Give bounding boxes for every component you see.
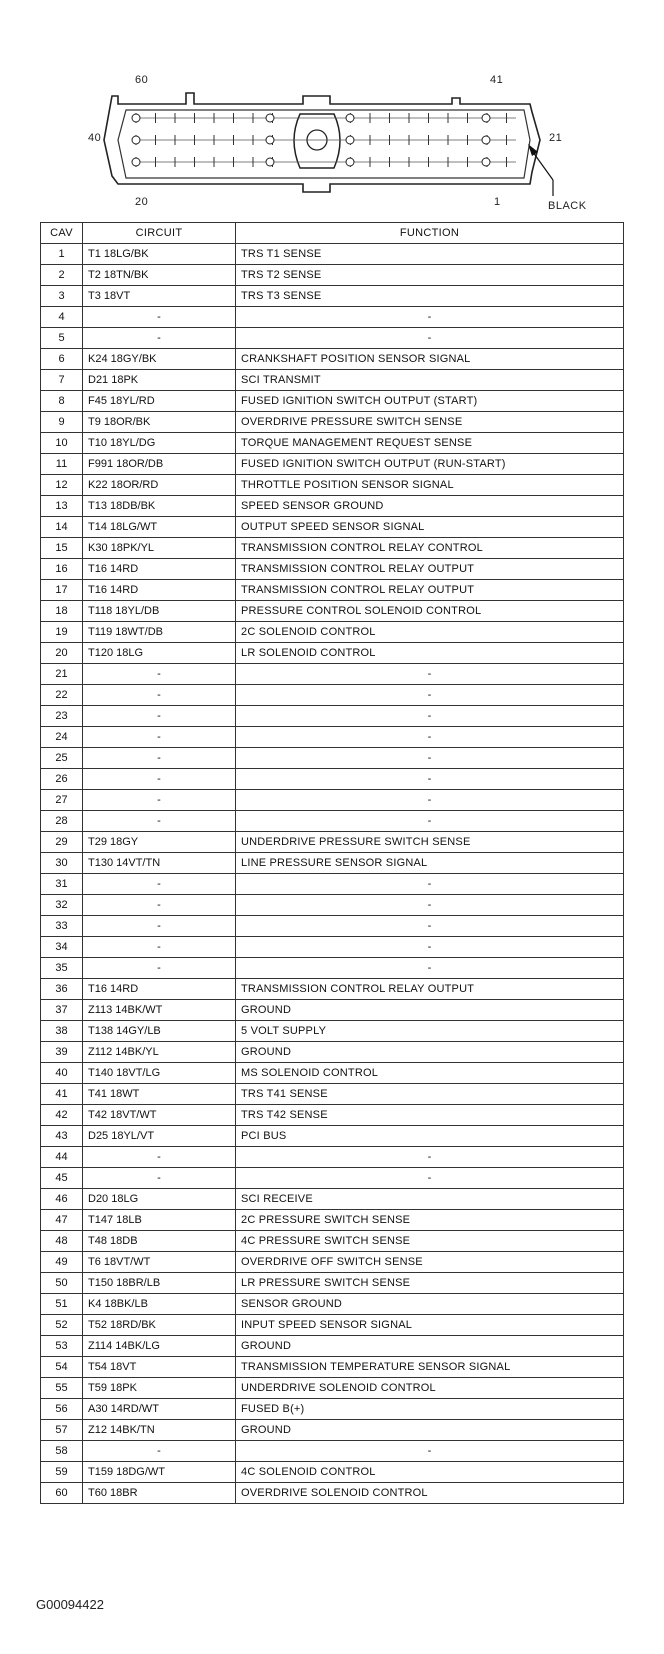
circuit-cell: T10 18YL/DG	[83, 433, 236, 454]
cav-cell: 45	[41, 1168, 83, 1189]
circuit-cell: F45 18YL/RD	[83, 391, 236, 412]
circuit-cell: -	[83, 307, 236, 328]
pin-lock-circle	[482, 158, 490, 166]
connector-color-label: BLACK	[548, 200, 587, 212]
circuit-cell: T130 14VT/TN	[83, 853, 236, 874]
circuit-cell: T16 14RD	[83, 559, 236, 580]
table-header-row	[41, 223, 624, 244]
table-row	[41, 433, 624, 454]
function-cell: -	[236, 706, 624, 727]
table-row	[41, 937, 624, 958]
cav-cell: 16	[41, 559, 83, 580]
table-row	[41, 1294, 624, 1315]
cav-cell: 48	[41, 1231, 83, 1252]
function-cell: GROUND	[236, 1000, 624, 1021]
circuit-cell: T29 18GY	[83, 832, 236, 853]
circuit-cell: Z12 14BK/TN	[83, 1420, 236, 1441]
circuit-cell: T16 14RD	[83, 979, 236, 1000]
cav-cell: 42	[41, 1105, 83, 1126]
function-cell: OVERDRIVE PRESSURE SWITCH SENSE	[236, 412, 624, 433]
function-cell: GROUND	[236, 1336, 624, 1357]
cav-cell: 49	[41, 1252, 83, 1273]
pin-lock-circle	[266, 136, 274, 144]
table-row	[41, 1021, 624, 1042]
function-cell: TRANSMISSION TEMPERATURE SENSOR SIGNAL	[236, 1357, 624, 1378]
function-cell: -	[236, 328, 624, 349]
connector-keyway	[294, 114, 340, 168]
circuit-cell: -	[83, 874, 236, 895]
pin-label-21: 21	[549, 132, 563, 144]
function-cell: TRS T1 SENSE	[236, 244, 624, 265]
circuit-cell: T60 18BR	[83, 1483, 236, 1504]
circuit-cell: T150 18BR/LB	[83, 1273, 236, 1294]
cav-cell: 59	[41, 1462, 83, 1483]
cav-cell: 9	[41, 412, 83, 433]
circuit-cell: T1 18LG/BK	[83, 244, 236, 265]
table-row	[41, 1315, 624, 1336]
function-cell: LINE PRESSURE SENSOR SIGNAL	[236, 853, 624, 874]
table-row	[41, 391, 624, 412]
cav-cell: 11	[41, 454, 83, 475]
circuit-cell: T13 18DB/BK	[83, 496, 236, 517]
pin-lock-circle	[346, 158, 354, 166]
circuit-cell: T159 18DG/WT	[83, 1462, 236, 1483]
function-cell: 2C SOLENOID CONTROL	[236, 622, 624, 643]
connector-diagram	[0, 0, 664, 222]
function-cell: -	[236, 307, 624, 328]
table-row	[41, 1378, 624, 1399]
circuit-cell: T48 18DB	[83, 1231, 236, 1252]
cav-cell: 22	[41, 685, 83, 706]
function-cell: CRANKSHAFT POSITION SENSOR SIGNAL	[236, 349, 624, 370]
cav-cell: 36	[41, 979, 83, 1000]
table-row	[41, 1483, 624, 1504]
circuit-cell: A30 14RD/WT	[83, 1399, 236, 1420]
circuit-cell: -	[83, 685, 236, 706]
function-cell: -	[236, 1147, 624, 1168]
cav-cell: 6	[41, 349, 83, 370]
cav-cell: 29	[41, 832, 83, 853]
function-cell: OVERDRIVE OFF SWITCH SENSE	[236, 1252, 624, 1273]
table-row	[41, 1420, 624, 1441]
pin-lock-circle	[346, 114, 354, 122]
function-cell: -	[236, 811, 624, 832]
pin-label-1: 1	[494, 196, 501, 208]
table-row	[41, 685, 624, 706]
table-row	[41, 454, 624, 475]
cav-cell: 10	[41, 433, 83, 454]
table-row	[41, 1231, 624, 1252]
table-row	[41, 790, 624, 811]
cav-cell: 17	[41, 580, 83, 601]
cav-cell: 2	[41, 265, 83, 286]
circuit-cell: T119 18WT/DB	[83, 622, 236, 643]
function-cell: PRESSURE CONTROL SOLENOID CONTROL	[236, 601, 624, 622]
cav-cell: 56	[41, 1399, 83, 1420]
pinout-table	[40, 222, 624, 1504]
circuit-cell: T140 18VT/LG	[83, 1063, 236, 1084]
pin-rows	[132, 113, 516, 167]
function-cell: INPUT SPEED SENSOR SIGNAL	[236, 1315, 624, 1336]
table-row	[41, 706, 624, 727]
circuit-cell: D20 18LG	[83, 1189, 236, 1210]
cav-cell: 55	[41, 1378, 83, 1399]
table-row	[41, 727, 624, 748]
table-row	[41, 538, 624, 559]
cav-cell: 47	[41, 1210, 83, 1231]
cav-cell: 23	[41, 706, 83, 727]
function-cell: UNDERDRIVE SOLENOID CONTROL	[236, 1378, 624, 1399]
function-cell: FUSED B(+)	[236, 1399, 624, 1420]
table-row	[41, 664, 624, 685]
circuit-cell: -	[83, 664, 236, 685]
table-row	[41, 1462, 624, 1483]
circuit-cell: -	[83, 1147, 236, 1168]
cav-cell: 27	[41, 790, 83, 811]
circuit-cell: T41 18WT	[83, 1084, 236, 1105]
cav-cell: 12	[41, 475, 83, 496]
function-cell: -	[236, 727, 624, 748]
function-cell: SENSOR GROUND	[236, 1294, 624, 1315]
function-cell: 4C SOLENOID CONTROL	[236, 1462, 624, 1483]
function-cell: TRANSMISSION CONTROL RELAY OUTPUT	[236, 559, 624, 580]
cav-cell: 30	[41, 853, 83, 874]
circuit-cell: T52 18RD/BK	[83, 1315, 236, 1336]
circuit-cell: -	[83, 811, 236, 832]
circuit-cell: Z114 14BK/LG	[83, 1336, 236, 1357]
circuit-cell: T59 18PK	[83, 1378, 236, 1399]
table-row	[41, 1189, 624, 1210]
circuit-cell: T6 18VT/WT	[83, 1252, 236, 1273]
function-cell: -	[236, 1441, 624, 1462]
pin-lock-circle	[346, 136, 354, 144]
cav-cell: 1	[41, 244, 83, 265]
cav-cell: 41	[41, 1084, 83, 1105]
circuit-cell: -	[83, 958, 236, 979]
function-cell: TRANSMISSION CONTROL RELAY OUTPUT	[236, 979, 624, 1000]
function-cell: SPEED SENSOR GROUND	[236, 496, 624, 517]
circuit-cell: T138 14GY/LB	[83, 1021, 236, 1042]
circuit-cell: T2 18TN/BK	[83, 265, 236, 286]
table-row	[41, 1126, 624, 1147]
cav-cell: 14	[41, 517, 83, 538]
circuit-cell: -	[83, 748, 236, 769]
table-row	[41, 1105, 624, 1126]
table-row	[41, 1252, 624, 1273]
table-row	[41, 1399, 624, 1420]
table-row	[41, 1084, 624, 1105]
pin-label-41: 41	[490, 74, 504, 86]
cav-cell: 57	[41, 1420, 83, 1441]
circuit-cell: -	[83, 1441, 236, 1462]
cav-cell: 52	[41, 1315, 83, 1336]
circuit-cell: T9 18OR/BK	[83, 412, 236, 433]
circuit-cell: K30 18PK/YL	[83, 538, 236, 559]
function-cell: UNDERDRIVE PRESSURE SWITCH SENSE	[236, 832, 624, 853]
table-row	[41, 1168, 624, 1189]
cav-cell: 5	[41, 328, 83, 349]
function-cell: MS SOLENOID CONTROL	[236, 1063, 624, 1084]
table-row	[41, 1000, 624, 1021]
cav-cell: 60	[41, 1483, 83, 1504]
table-row	[41, 286, 624, 307]
pin-label-40: 40	[88, 132, 102, 144]
function-cell: TRANSMISSION CONTROL RELAY CONTROL	[236, 538, 624, 559]
cav-cell: 50	[41, 1273, 83, 1294]
circuit-cell: D21 18PK	[83, 370, 236, 391]
cav-cell: 13	[41, 496, 83, 517]
cav-cell: 24	[41, 727, 83, 748]
cav-cell: 18	[41, 601, 83, 622]
circuit-cell: -	[83, 1168, 236, 1189]
function-cell: SCI RECEIVE	[236, 1189, 624, 1210]
circuit-cell: T3 18VT	[83, 286, 236, 307]
cav-cell: 28	[41, 811, 83, 832]
table-row	[41, 370, 624, 391]
pin-lock-circle	[482, 114, 490, 122]
table-row	[41, 1147, 624, 1168]
table-row	[41, 916, 624, 937]
function-cell: -	[236, 790, 624, 811]
cav-cell: 40	[41, 1063, 83, 1084]
cav-cell: 31	[41, 874, 83, 895]
pin-label-60: 60	[135, 74, 149, 86]
circuit-cell: T54 18VT	[83, 1357, 236, 1378]
circuit-cell: -	[83, 790, 236, 811]
header-circuit: CIRCUIT	[83, 223, 236, 244]
cav-cell: 20	[41, 643, 83, 664]
function-cell: SCI TRANSMIT	[236, 370, 624, 391]
table-row	[41, 517, 624, 538]
cav-cell: 26	[41, 769, 83, 790]
circuit-cell: T120 18LG	[83, 643, 236, 664]
cav-cell: 54	[41, 1357, 83, 1378]
function-cell: -	[236, 748, 624, 769]
function-cell: TORQUE MANAGEMENT REQUEST SENSE	[236, 433, 624, 454]
table-row	[41, 979, 624, 1000]
cav-cell: 32	[41, 895, 83, 916]
circuit-cell: D25 18YL/VT	[83, 1126, 236, 1147]
circuit-cell: -	[83, 895, 236, 916]
pin-lock-circle	[482, 136, 490, 144]
header-function: FUNCTION	[236, 223, 624, 244]
pin-lock-circle	[132, 158, 140, 166]
table-row	[41, 328, 624, 349]
function-cell: GROUND	[236, 1420, 624, 1441]
function-cell: TRS T2 SENSE	[236, 265, 624, 286]
connector-drawing	[0, 0, 664, 222]
cav-cell: 25	[41, 748, 83, 769]
figure-id: G00094422	[36, 1597, 104, 1612]
cav-cell: 8	[41, 391, 83, 412]
function-cell: LR SOLENOID CONTROL	[236, 643, 624, 664]
table-row	[41, 1273, 624, 1294]
function-cell: TRS T41 SENSE	[236, 1084, 624, 1105]
table-row	[41, 601, 624, 622]
pin-label-20: 20	[135, 196, 149, 208]
function-cell: TRS T42 SENSE	[236, 1105, 624, 1126]
pin-lock-circle	[132, 136, 140, 144]
circuit-cell: -	[83, 727, 236, 748]
function-cell: 4C PRESSURE SWITCH SENSE	[236, 1231, 624, 1252]
cav-cell: 33	[41, 916, 83, 937]
circuit-cell: T118 18YL/DB	[83, 601, 236, 622]
table-row	[41, 1063, 624, 1084]
function-cell: GROUND	[236, 1042, 624, 1063]
cav-cell: 21	[41, 664, 83, 685]
circuit-cell: T42 18VT/WT	[83, 1105, 236, 1126]
pin-lock-circle	[266, 114, 274, 122]
table-row	[41, 307, 624, 328]
table-row	[41, 475, 624, 496]
cav-cell: 3	[41, 286, 83, 307]
circuit-cell: T16 14RD	[83, 580, 236, 601]
table-row	[41, 349, 624, 370]
cav-cell: 35	[41, 958, 83, 979]
circuit-cell: -	[83, 937, 236, 958]
function-cell: THROTTLE POSITION SENSOR SIGNAL	[236, 475, 624, 496]
table-row	[41, 265, 624, 286]
table-row	[41, 244, 624, 265]
circuit-cell: F991 18OR/DB	[83, 454, 236, 475]
table-row	[41, 643, 624, 664]
cav-cell: 7	[41, 370, 83, 391]
table-row	[41, 811, 624, 832]
function-cell: -	[236, 895, 624, 916]
table-row	[41, 1336, 624, 1357]
cav-cell: 37	[41, 1000, 83, 1021]
function-cell: LR PRESSURE SWITCH SENSE	[236, 1273, 624, 1294]
function-cell: -	[236, 958, 624, 979]
circuit-cell: K24 18GY/BK	[83, 349, 236, 370]
cav-cell: 53	[41, 1336, 83, 1357]
table-body	[41, 244, 624, 1504]
header-cav: CAV	[41, 223, 83, 244]
function-cell: 5 VOLT SUPPLY	[236, 1021, 624, 1042]
table-row	[41, 580, 624, 601]
function-cell: PCI BUS	[236, 1126, 624, 1147]
function-cell: -	[236, 685, 624, 706]
pin-lock-circle	[132, 114, 140, 122]
function-cell: -	[236, 916, 624, 937]
pin-lock-circle	[266, 158, 274, 166]
table-row	[41, 559, 624, 580]
connector-housing	[104, 93, 540, 192]
table-row	[41, 1210, 624, 1231]
circuit-cell: -	[83, 916, 236, 937]
table-row	[41, 832, 624, 853]
table-row	[41, 748, 624, 769]
circuit-cell: K22 18OR/RD	[83, 475, 236, 496]
table-row	[41, 895, 624, 916]
table-row	[41, 958, 624, 979]
cav-cell: 34	[41, 937, 83, 958]
circuit-cell: -	[83, 328, 236, 349]
cav-cell: 46	[41, 1189, 83, 1210]
table-row	[41, 412, 624, 433]
table-row	[41, 769, 624, 790]
table-row	[41, 496, 624, 517]
function-cell: TRS T3 SENSE	[236, 286, 624, 307]
cav-cell: 39	[41, 1042, 83, 1063]
table-row	[41, 1042, 624, 1063]
table-row	[41, 874, 624, 895]
cav-cell: 58	[41, 1441, 83, 1462]
circuit-cell: T14 18LG/WT	[83, 517, 236, 538]
cav-cell: 19	[41, 622, 83, 643]
function-cell: OVERDRIVE SOLENOID CONTROL	[236, 1483, 624, 1504]
cav-cell: 15	[41, 538, 83, 559]
function-cell: -	[236, 937, 624, 958]
function-cell: -	[236, 1168, 624, 1189]
circuit-cell: -	[83, 706, 236, 727]
function-cell: -	[236, 874, 624, 895]
function-cell: FUSED IGNITION SWITCH OUTPUT (RUN-START)	[236, 454, 624, 475]
circuit-cell: T147 18LB	[83, 1210, 236, 1231]
function-cell: OUTPUT SPEED SENSOR SIGNAL	[236, 517, 624, 538]
table-row	[41, 1357, 624, 1378]
function-cell: -	[236, 769, 624, 790]
table-row	[41, 622, 624, 643]
cav-cell: 43	[41, 1126, 83, 1147]
function-cell: -	[236, 664, 624, 685]
circuit-cell: -	[83, 769, 236, 790]
function-cell: TRANSMISSION CONTROL RELAY OUTPUT	[236, 580, 624, 601]
circuit-cell: Z112 14BK/YL	[83, 1042, 236, 1063]
circuit-cell: K4 18BK/LB	[83, 1294, 236, 1315]
circuit-cell: Z113 14BK/WT	[83, 1000, 236, 1021]
cav-cell: 4	[41, 307, 83, 328]
cav-cell: 51	[41, 1294, 83, 1315]
cav-cell: 44	[41, 1147, 83, 1168]
table-row	[41, 1441, 624, 1462]
table-row	[41, 853, 624, 874]
cav-cell: 38	[41, 1021, 83, 1042]
function-cell: FUSED IGNITION SWITCH OUTPUT (START)	[236, 391, 624, 412]
function-cell: 2C PRESSURE SWITCH SENSE	[236, 1210, 624, 1231]
